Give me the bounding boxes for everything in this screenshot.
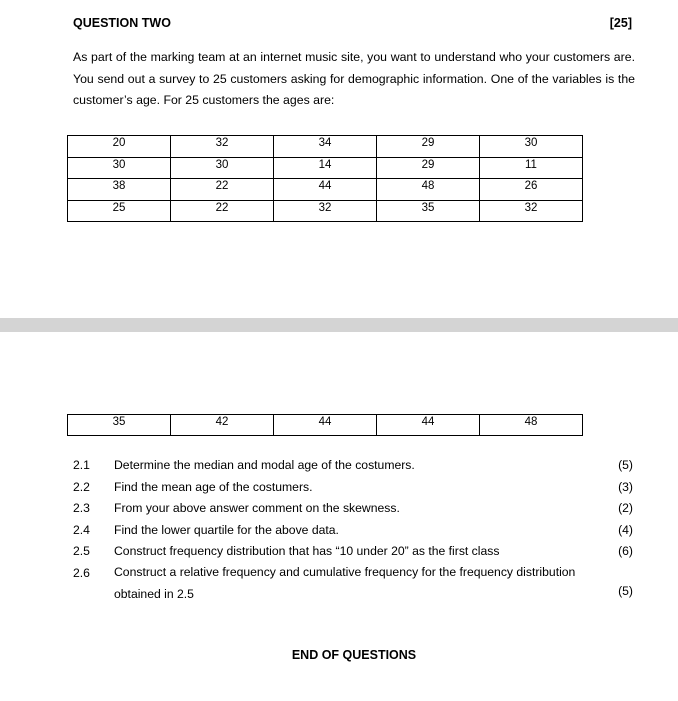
table-cell: 20 [68, 136, 171, 158]
table-row [68, 200, 583, 222]
subquestion-number: 2.6 [73, 565, 90, 580]
table-cell: 25 [68, 200, 171, 222]
subquestion-text: Find the lower quartile for the above data. [114, 522, 339, 537]
subquestion-marks: (5) [618, 458, 633, 472]
document-page-1 [0, 0, 678, 318]
subquestion-text [114, 562, 604, 605]
table-cell: 34 [274, 136, 377, 158]
subquestion-marks: (5) [618, 583, 633, 598]
end-of-questions: END OF QUESTIONS [291, 648, 417, 662]
subquestion-number: 2.5 [73, 544, 90, 559]
table-cell: 35 [68, 415, 171, 436]
table-cell: 42 [171, 415, 274, 436]
subquestion-marks: (4) [618, 522, 633, 537]
subquestion-text: Construct frequency distribution that has “10 under 20” as the first class [114, 544, 500, 559]
subquestion-item [73, 501, 635, 523]
subquestion-item [73, 458, 635, 480]
subquestion-text-line: Construct a relative frequency and cumulative frequency for the frequency distribution [114, 564, 576, 579]
table-cell: 38 [68, 179, 171, 201]
question-intro: As part of the marking team at an internet music site, you want to understand who your customers are. You send out a survey to 25 customers asking for demographic information. One of the variables is the customer’s age. For 25 customers the ages are: [73, 50, 635, 107]
subquestion-item [73, 566, 635, 609]
table-cell: 32 [480, 200, 583, 222]
subquestion-text: Determine the median and modal age of the costumers. [114, 458, 415, 472]
table-cell: 29 [377, 157, 480, 179]
table-cell: 44 [377, 415, 480, 436]
table-cell: 48 [480, 415, 583, 436]
subquestion-text: From your above answer comment on the skewness. [114, 501, 400, 516]
table-row [68, 136, 583, 158]
table-row [68, 415, 583, 436]
table-cell: 22 [171, 200, 274, 222]
subquestion-number: 2.3 [73, 501, 90, 516]
subquestion-number: 2.2 [73, 479, 90, 494]
subquestion-list [73, 458, 635, 609]
table-cell: 11 [480, 157, 583, 179]
table-cell: 35 [377, 200, 480, 222]
table-cell: 30 [171, 157, 274, 179]
table-cell: 29 [377, 136, 480, 158]
question-total-marks: [25] [609, 16, 632, 30]
subquestion-marks: (2) [618, 501, 633, 516]
subquestion-item [73, 523, 635, 545]
subquestion-item [73, 480, 635, 502]
ages-table [67, 135, 583, 222]
table-row [68, 157, 583, 179]
subquestion-number: 2.4 [73, 522, 90, 537]
subquestion-marks: (6) [618, 544, 633, 559]
table-row [68, 179, 583, 201]
question-title: QUESTION TWO [73, 16, 171, 30]
subquestion-number: 2.1 [73, 458, 90, 472]
subquestion-text: Find the mean age of the costumers. [114, 479, 313, 494]
table-cell: 32 [171, 136, 274, 158]
table-cell: 22 [171, 179, 274, 201]
table-cell: 32 [274, 200, 377, 222]
subquestion-marks: (3) [618, 479, 633, 494]
page-break-divider [0, 318, 678, 332]
table-cell: 30 [480, 136, 583, 158]
table-cell: 44 [274, 179, 377, 201]
document-page-2 [0, 332, 678, 701]
table-cell: 44 [274, 415, 377, 436]
table-cell: 48 [377, 179, 480, 201]
table-cell: 14 [274, 157, 377, 179]
table-cell: 30 [68, 157, 171, 179]
subquestion-text-line: obtained in 2.5 [114, 586, 194, 601]
ages-table-continued [67, 414, 583, 436]
table-cell: 26 [480, 179, 583, 201]
